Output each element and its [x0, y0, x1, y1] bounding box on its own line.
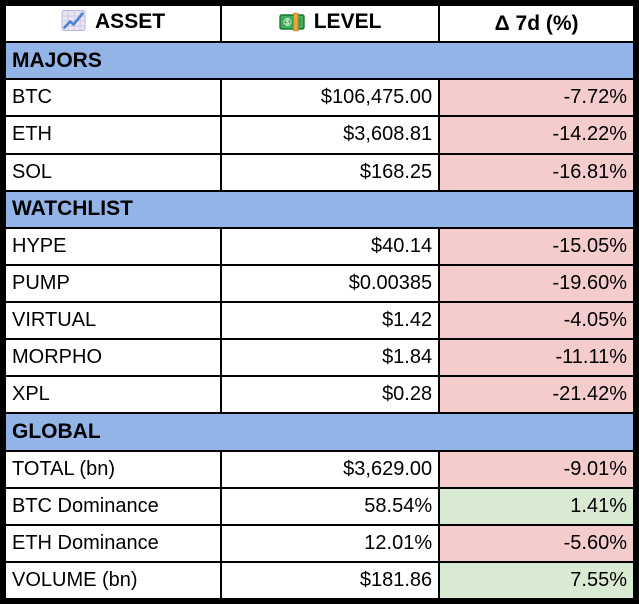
level-cell: $0.00385 [221, 265, 439, 302]
asset-cell: BTC Dominance [5, 488, 221, 525]
asset-cell: VIRTUAL [5, 302, 221, 339]
level-cell: $106,475.00 [221, 79, 439, 116]
delta-cell: -5.60% [439, 525, 634, 562]
asset-cell: ETH [5, 116, 221, 153]
table-row-hype [5, 228, 634, 265]
section-row-global [5, 413, 634, 450]
delta-cell: -11.11% [439, 339, 634, 376]
table-row-virtual [5, 302, 634, 339]
delta-cell: -14.22% [439, 116, 634, 153]
section-row-majors [5, 42, 634, 79]
asset-cell: SOL [5, 154, 221, 191]
svg-text:$: $ [285, 17, 290, 27]
table-row-eth [5, 116, 634, 153]
delta-cell: 1.41% [439, 488, 634, 525]
section-title-majors: MAJORS [5, 42, 634, 79]
level-cell: $3,629.00 [221, 451, 439, 488]
level-cell: $40.14 [221, 228, 439, 265]
table-row-btc [5, 79, 634, 116]
asset-table [4, 4, 635, 600]
asset-column-label: ASSET [95, 10, 166, 34]
delta-cell: -4.05% [439, 302, 634, 339]
level-cell: $0.28 [221, 376, 439, 413]
table-row-eth-dominance [5, 525, 634, 562]
column-header-row [5, 5, 634, 42]
level-cell: 12.01% [221, 525, 439, 562]
table-row-btc-dominance [5, 488, 634, 525]
delta-cell: -15.05% [439, 228, 634, 265]
table-row-xpl [5, 376, 634, 413]
delta-7d-column-header: Δ 7d (%) [439, 5, 634, 42]
table-row-total [5, 451, 634, 488]
level-cell: 58.54% [221, 488, 439, 525]
asset-cell: HYPE [5, 228, 221, 265]
level-cell: $3,608.81 [221, 116, 439, 153]
asset-cell: ETH Dominance [5, 525, 221, 562]
level-cell: $181.86 [221, 562, 439, 599]
level-cell: $168.25 [221, 154, 439, 191]
delta-cell: 7.55% [439, 562, 634, 599]
delta-cell: -16.81% [439, 154, 634, 191]
level-column-label: LEVEL [313, 9, 382, 33]
asset-cell: XPL [5, 376, 221, 413]
table-row-sol [5, 154, 634, 191]
level-cell: $1.84 [221, 339, 439, 376]
chart-increasing-icon [61, 9, 86, 38]
delta-cell: -21.42% [439, 376, 634, 413]
section-title-watchlist: WATCHLIST [5, 191, 634, 228]
delta-cell: -7.72% [439, 79, 634, 116]
table-row-morpho [5, 339, 634, 376]
delta-cell: -9.01% [439, 451, 634, 488]
asset-column-header [5, 5, 221, 42]
asset-cell: TOTAL (bn) [5, 451, 221, 488]
section-title-global: GLOBAL [5, 413, 634, 450]
asset-cell: VOLUME (bn) [5, 562, 221, 599]
asset-cell: MORPHO [5, 339, 221, 376]
level-cell: $1.42 [221, 302, 439, 339]
section-row-watchlist [5, 191, 634, 228]
level-column-header [221, 5, 439, 42]
asset-cell: BTC [5, 79, 221, 116]
table-row-pump [5, 265, 634, 302]
dollar-banknote-icon [279, 12, 305, 38]
delta-cell: -19.60% [439, 265, 634, 302]
asset-cell: PUMP [5, 265, 221, 302]
table-row-volume [5, 562, 634, 599]
